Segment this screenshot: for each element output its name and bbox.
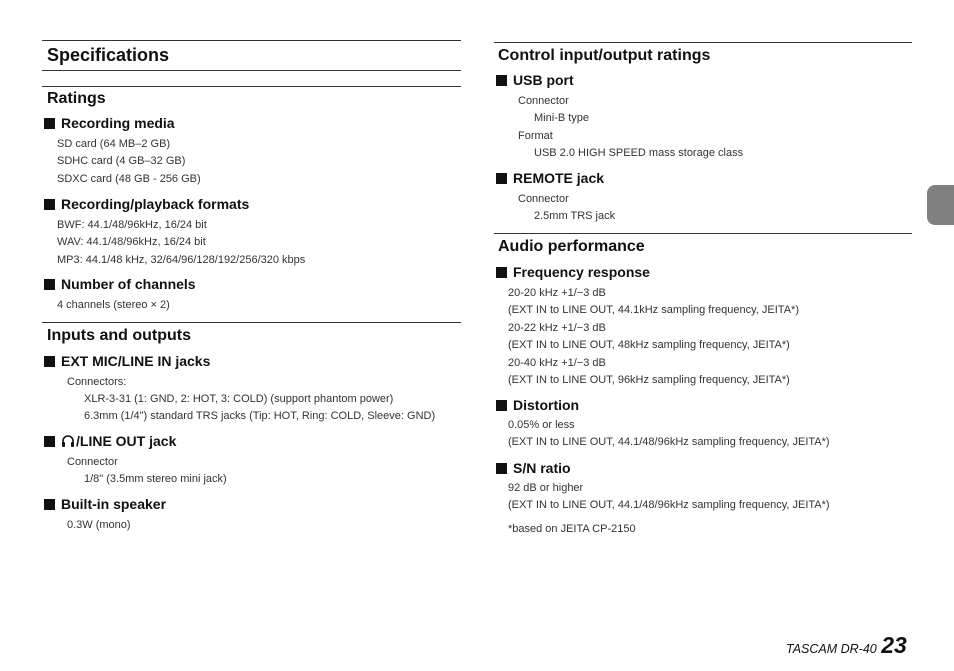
list-item: 4 channels (stereo × 2) xyxy=(57,299,170,311)
usb-value-connector: Mini-B type xyxy=(534,112,590,124)
list-item: 0.05% or less xyxy=(508,419,575,431)
distortion-heading xyxy=(496,397,579,413)
page-title: Specifications xyxy=(47,45,170,65)
list-item: MP3: 44.1/48 kHz, 32/64/96/128/192/256/320 kbps xyxy=(57,253,306,266)
list-item: SD card (64 MB–2 GB) xyxy=(57,138,171,150)
audio-heading: Audio performance xyxy=(498,238,645,255)
list-item: (EXT IN to LINE OUT, 44.1/48/96kHz sampling frequency, JEITA*) xyxy=(508,436,830,449)
list-item: 20-40 kHz +1/−3 dB xyxy=(508,356,606,369)
title-rule-bottom xyxy=(42,70,461,71)
formats-heading xyxy=(44,196,249,212)
usb-label-format: Format xyxy=(518,130,553,142)
bullet-square-icon xyxy=(44,436,55,447)
headphones-icon xyxy=(61,434,75,448)
recording-media-list xyxy=(57,136,201,188)
sn-title: S/N ratio xyxy=(513,460,571,476)
remote-value: 2.5mm TRS jack xyxy=(534,210,616,222)
line-out-value: 1/8" (3.5mm stereo mini jack) xyxy=(84,473,227,485)
sn-heading xyxy=(496,460,571,476)
formats-list xyxy=(57,217,305,269)
bullet-square-icon xyxy=(496,400,507,411)
ext-mic-values xyxy=(84,391,435,426)
control-heading: Control input/output ratings xyxy=(498,47,711,64)
bullet-square-icon xyxy=(496,463,507,474)
bullet-square-icon xyxy=(496,173,507,184)
remote-title: REMOTE jack xyxy=(513,170,605,186)
distortion-title: Distortion xyxy=(513,397,580,413)
sn-list xyxy=(508,480,830,515)
ext-mic-heading xyxy=(44,353,210,369)
usb-value-format: USB 2.0 HIGH SPEED mass storage class xyxy=(534,147,744,159)
speaker-title: Built-in speaker xyxy=(61,496,167,512)
section-tab xyxy=(927,185,954,225)
footer-brand: TASCAM DR-40 xyxy=(786,642,877,656)
line-out-title: /LINE OUT jack xyxy=(76,433,177,449)
speaker-value: 0.3W (mono) xyxy=(67,519,131,531)
bullet-square-icon xyxy=(44,118,55,129)
channels-heading xyxy=(44,276,196,292)
freq-list xyxy=(508,285,799,389)
list-item: BWF: 44.1/48/96kHz, 16/24 bit xyxy=(57,219,207,231)
control-rule xyxy=(494,42,912,43)
channels-title: Number of channels xyxy=(61,276,196,292)
bullet-square-icon xyxy=(44,356,55,367)
recording-media-heading xyxy=(44,115,175,131)
ext-mic-label: Connectors: xyxy=(67,376,127,388)
distortion-list xyxy=(508,417,830,452)
ext-mic-title: EXT MIC/LINE IN jacks xyxy=(61,353,211,369)
page-number: 23 xyxy=(881,632,907,658)
freq-title: Frequency response xyxy=(513,264,650,280)
ratings-rule xyxy=(42,86,461,87)
list-item: SDHC card (4 GB–32 GB) xyxy=(57,155,186,168)
audio-rule xyxy=(494,233,912,234)
usb-heading xyxy=(496,72,574,88)
footnote: *based on JEITA CP-2150 xyxy=(508,523,636,535)
list-item: SDXC card (48 GB - 256 GB) xyxy=(57,172,201,185)
line-out-heading xyxy=(44,433,176,449)
list-item: (EXT IN to LINE OUT, 44.1/48/96kHz sampling frequency, JEITA*) xyxy=(508,499,830,512)
ratings-heading: Ratings xyxy=(47,90,106,107)
list-item: WAV: 44.1/48/96kHz, 16/24 bit xyxy=(57,236,206,249)
title-rule-top xyxy=(42,40,461,41)
channels-list xyxy=(57,297,170,314)
list-item: (EXT IN to LINE OUT, 48kHz sampling frequency, JEITA*) xyxy=(508,339,790,352)
remote-heading xyxy=(496,170,604,186)
bullet-square-icon xyxy=(44,279,55,290)
bullet-square-icon xyxy=(44,499,55,510)
page-footer xyxy=(786,632,907,659)
remote-label: Connector xyxy=(518,193,569,205)
freq-heading xyxy=(496,264,650,280)
list-item: (EXT IN to LINE OUT, 96kHz sampling frequency, JEITA*) xyxy=(508,374,790,387)
usb-label-connector: Connector xyxy=(518,95,569,107)
list-item: 20-20 kHz +1/−3 dB xyxy=(508,287,606,299)
list-item: (EXT IN to LINE OUT, 44.1kHz sampling frequency, JEITA*) xyxy=(508,304,799,317)
speaker-heading xyxy=(44,496,166,512)
io-rule xyxy=(42,322,461,323)
list-item: 92 dB or higher xyxy=(508,482,584,494)
formats-title: Recording/playback formats xyxy=(61,196,250,212)
recording-media-title: Recording media xyxy=(61,115,175,131)
list-item: 20-22 kHz +1/−3 dB xyxy=(508,321,606,334)
bullet-square-icon xyxy=(496,267,507,278)
bullet-square-icon xyxy=(496,75,507,86)
list-item: XLR-3-31 (1: GND, 2: HOT, 3: COLD) (support phantom power) xyxy=(84,393,394,405)
line-out-label: Connector xyxy=(67,456,118,468)
list-item: 6.3mm (1/4") standard TRS jacks (Tip: HOT, Ring: COLD, Sleeve: GND) xyxy=(84,410,436,423)
bullet-square-icon xyxy=(44,199,55,210)
io-heading: Inputs and outputs xyxy=(47,327,191,344)
usb-title: USB port xyxy=(513,72,574,88)
